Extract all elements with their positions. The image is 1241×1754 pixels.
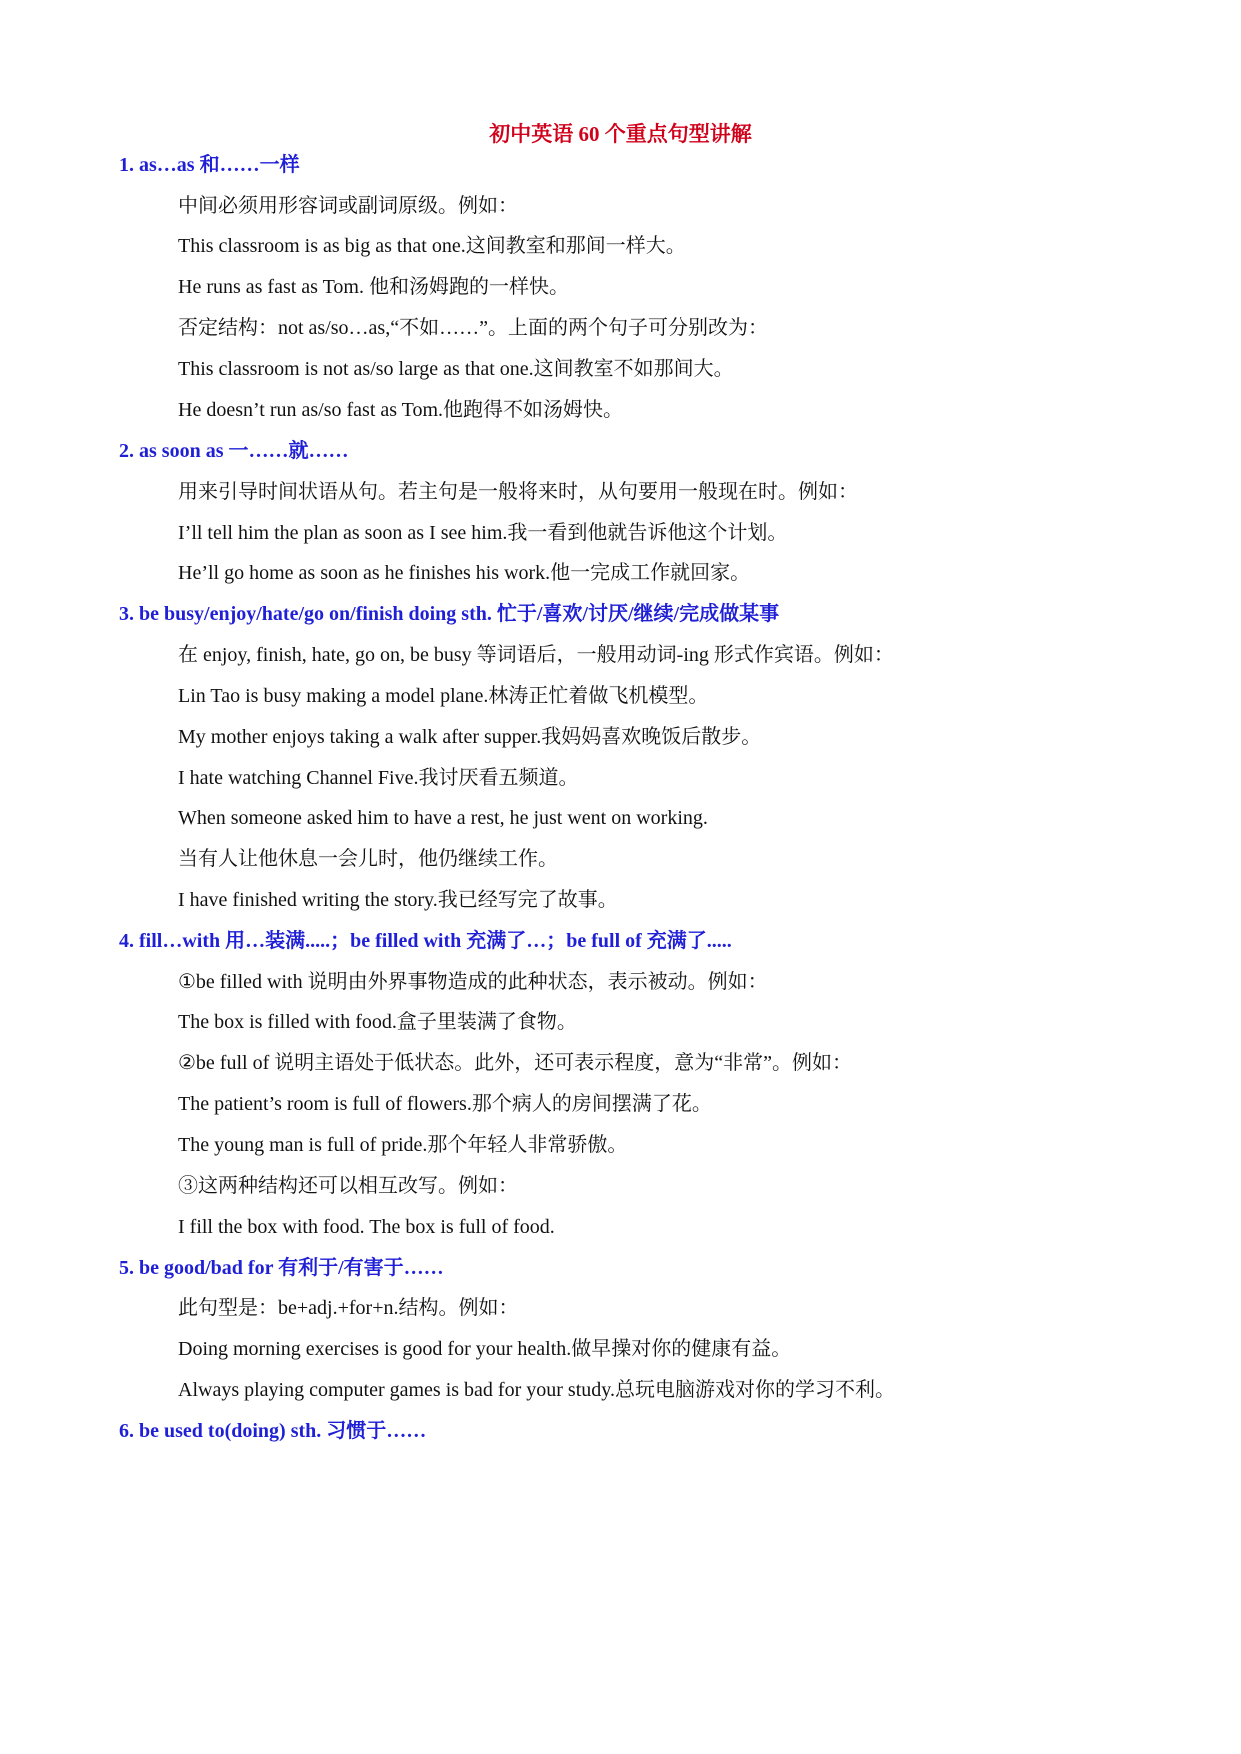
document-title: 初中英语 60 个重点句型讲解 — [489, 122, 752, 146]
section-heading-1: 1. as…as 和……一样 — [119, 154, 300, 176]
section-4-line: The young man is full of pride.那个年轻人非常骄傲。 — [178, 1134, 628, 1156]
section-1-line: 中间必须用形容词或副词原级。例如： — [178, 195, 518, 217]
section-4-line: The patient’s room is full of flowers.那个病人的房间摆满了花。 — [178, 1093, 712, 1115]
section-4-line: I fill the box with food. The box is full of food. — [178, 1216, 555, 1238]
section-2-line: He’ll go home as soon as he finishes his work.他一完成工作就回家。 — [178, 562, 751, 584]
section-3-line: My mother enjoys taking a walk after supper.我妈妈喜欢晚饭后散步。 — [178, 726, 762, 748]
section-3-line: 当有人让他休息一会儿时，他仍继续工作。 — [178, 848, 558, 870]
section-1-line: He runs as fast as Tom. 他和汤姆跑的一样快。 — [178, 276, 569, 298]
section-3-line: I have finished writing the story.我已经写完了故事。 — [178, 889, 618, 911]
section-2-line: 用来引导时间状语从句。若主句是一般将来时，从句要用一般现在时。例如： — [178, 481, 858, 503]
section-4-line: ②be full of 说明主语处于低状态。此外，还可表示程度，意为“非常”。例如： — [178, 1052, 852, 1074]
section-2-line: I’ll tell him the plan as soon as I see him.我一看到他就告诉他这个计划。 — [178, 522, 788, 544]
section-4-line: ①be filled with 说明由外界事物造成的此种状态，表示被动。例如： — [178, 971, 768, 993]
section-heading-2: 2. as soon as 一……就…… — [119, 440, 349, 462]
section-5-line: Always playing computer games is bad for your study.总玩电脑游戏对你的学习不利。 — [178, 1379, 895, 1401]
section-5-line: Doing morning exercises is good for your health.做早操对你的健康有益。 — [178, 1338, 792, 1360]
section-1-line: 否定结构：not as/so…as,“不如……”。上面的两个句子可分别改为： — [178, 317, 768, 339]
section-5-line: 此句型是：be+adj.+for+n.结构。例如： — [178, 1297, 519, 1319]
section-3-line: 在 enjoy, finish, hate, go on, be busy 等词语后，一般用动词-ing 形式作宾语。例如： — [178, 644, 894, 666]
section-heading-3: 3. be busy/enjoy/hate/go on/finish doing sth. 忙于/喜欢/讨厌/继续/完成做某事 — [119, 603, 780, 625]
section-1-line: This classroom is not as/so large as that one.这间教室不如那间大。 — [178, 358, 734, 380]
section-3-line: I hate watching Channel Five.我讨厌看五频道。 — [178, 767, 579, 789]
section-heading-4: 4. fill…with 用…装满.....；be filled with 充满了…；be full of 充满了..... — [119, 930, 732, 952]
section-heading-5: 5. be good/bad for 有利于/有害于…… — [119, 1257, 444, 1279]
section-3-line: Lin Tao is busy making a model plane.林涛正忙着做飞机模型。 — [178, 685, 709, 707]
section-1-line: He doesn’t run as/so fast as Tom.他跑得不如汤姆快。 — [178, 399, 624, 421]
section-3-line: When someone asked him to have a rest, he just went on working. — [178, 807, 708, 829]
section-1-line: This classroom is as big as that one.这间教室和那间一样大。 — [178, 235, 686, 257]
section-heading-6: 6. be used to(doing) sth. 习惯于…… — [119, 1420, 427, 1442]
section-4-line: The box is filled with food.盒子里装满了食物。 — [178, 1011, 577, 1033]
section-4-line: ③这两种结构还可以相互改写。例如： — [178, 1175, 518, 1197]
